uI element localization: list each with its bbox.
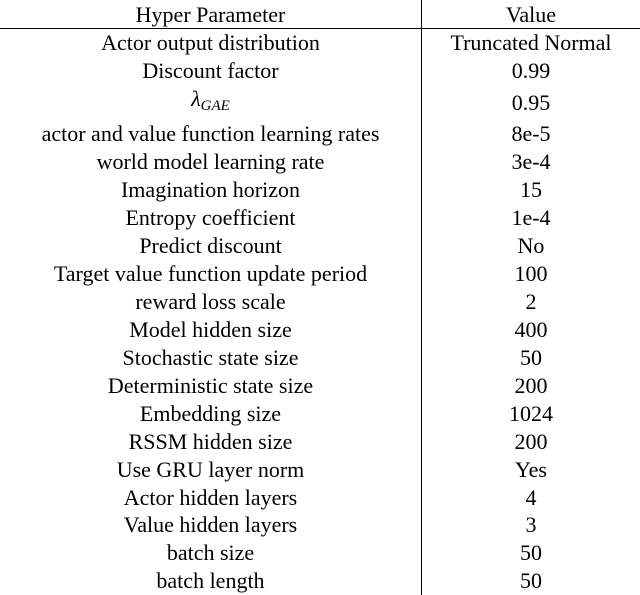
table-row (0, 315, 640, 343)
param-cell: Use GRU layer norm (0, 455, 422, 483)
value-cell: 50 (422, 343, 640, 371)
param-cell: RSSM hidden size (0, 427, 422, 455)
param-cell: batch size (0, 539, 422, 567)
table-row (0, 29, 640, 57)
value-cell: 15 (422, 176, 640, 204)
param-cell: Discount factor (0, 57, 422, 85)
header-hyper-parameter: Hyper Parameter (0, 0, 422, 29)
table-row (0, 288, 640, 316)
value-cell: 4 (422, 483, 640, 511)
param-cell: Imagination horizon (0, 176, 422, 204)
table-row (0, 120, 640, 148)
table-row (0, 57, 640, 85)
param-cell (0, 85, 422, 120)
table-row (0, 85, 640, 120)
value-cell: 3e-4 (422, 148, 640, 176)
header-row (0, 0, 640, 29)
param-subscript: GAE (201, 98, 230, 114)
table-row (0, 176, 640, 204)
param-cell: Entropy coefficient (0, 204, 422, 232)
table-row (0, 371, 640, 399)
value-cell: 50 (422, 539, 640, 567)
param-symbol: λ (191, 86, 201, 111)
param-cell: Value hidden layers (0, 511, 422, 539)
param-cell: Target value function update period (0, 260, 422, 288)
header-value: Value (422, 0, 640, 29)
value-cell: Yes (422, 455, 640, 483)
value-cell: 0.99 (422, 57, 640, 85)
param-cell: batch length (0, 567, 422, 595)
value-cell: 1e-4 (422, 204, 640, 232)
param-cell: world model learning rate (0, 148, 422, 176)
param-cell: Actor output distribution (0, 29, 422, 57)
table-row (0, 539, 640, 567)
table-row (0, 511, 640, 539)
value-cell: No (422, 232, 640, 260)
table-row (0, 455, 640, 483)
value-cell: Truncated Normal (422, 29, 640, 57)
value-cell: 3 (422, 511, 640, 539)
table-row (0, 204, 640, 232)
value-cell: 2 (422, 288, 640, 316)
table-row (0, 148, 640, 176)
param-cell: Model hidden size (0, 315, 422, 343)
table-body (0, 29, 640, 595)
param-cell: Predict discount (0, 232, 422, 260)
table-row (0, 567, 640, 595)
param-cell: Deterministic state size (0, 371, 422, 399)
param-cell: Embedding size (0, 399, 422, 427)
param-cell: Actor hidden layers (0, 483, 422, 511)
table-row (0, 260, 640, 288)
table-row (0, 483, 640, 511)
value-cell: 50 (422, 567, 640, 595)
table-row (0, 399, 640, 427)
value-cell: 200 (422, 371, 640, 399)
value-cell: 8e-5 (422, 120, 640, 148)
value-cell: 1024 (422, 399, 640, 427)
table-row (0, 232, 640, 260)
param-cell: Stochastic state size (0, 343, 422, 371)
param-cell: reward loss scale (0, 288, 422, 316)
value-cell: 200 (422, 427, 640, 455)
value-cell: 0.95 (422, 85, 640, 120)
table-row (0, 427, 640, 455)
value-cell: 400 (422, 315, 640, 343)
table-row (0, 343, 640, 371)
value-cell: 100 (422, 260, 640, 288)
param-cell: actor and value function learning rates (0, 120, 422, 148)
